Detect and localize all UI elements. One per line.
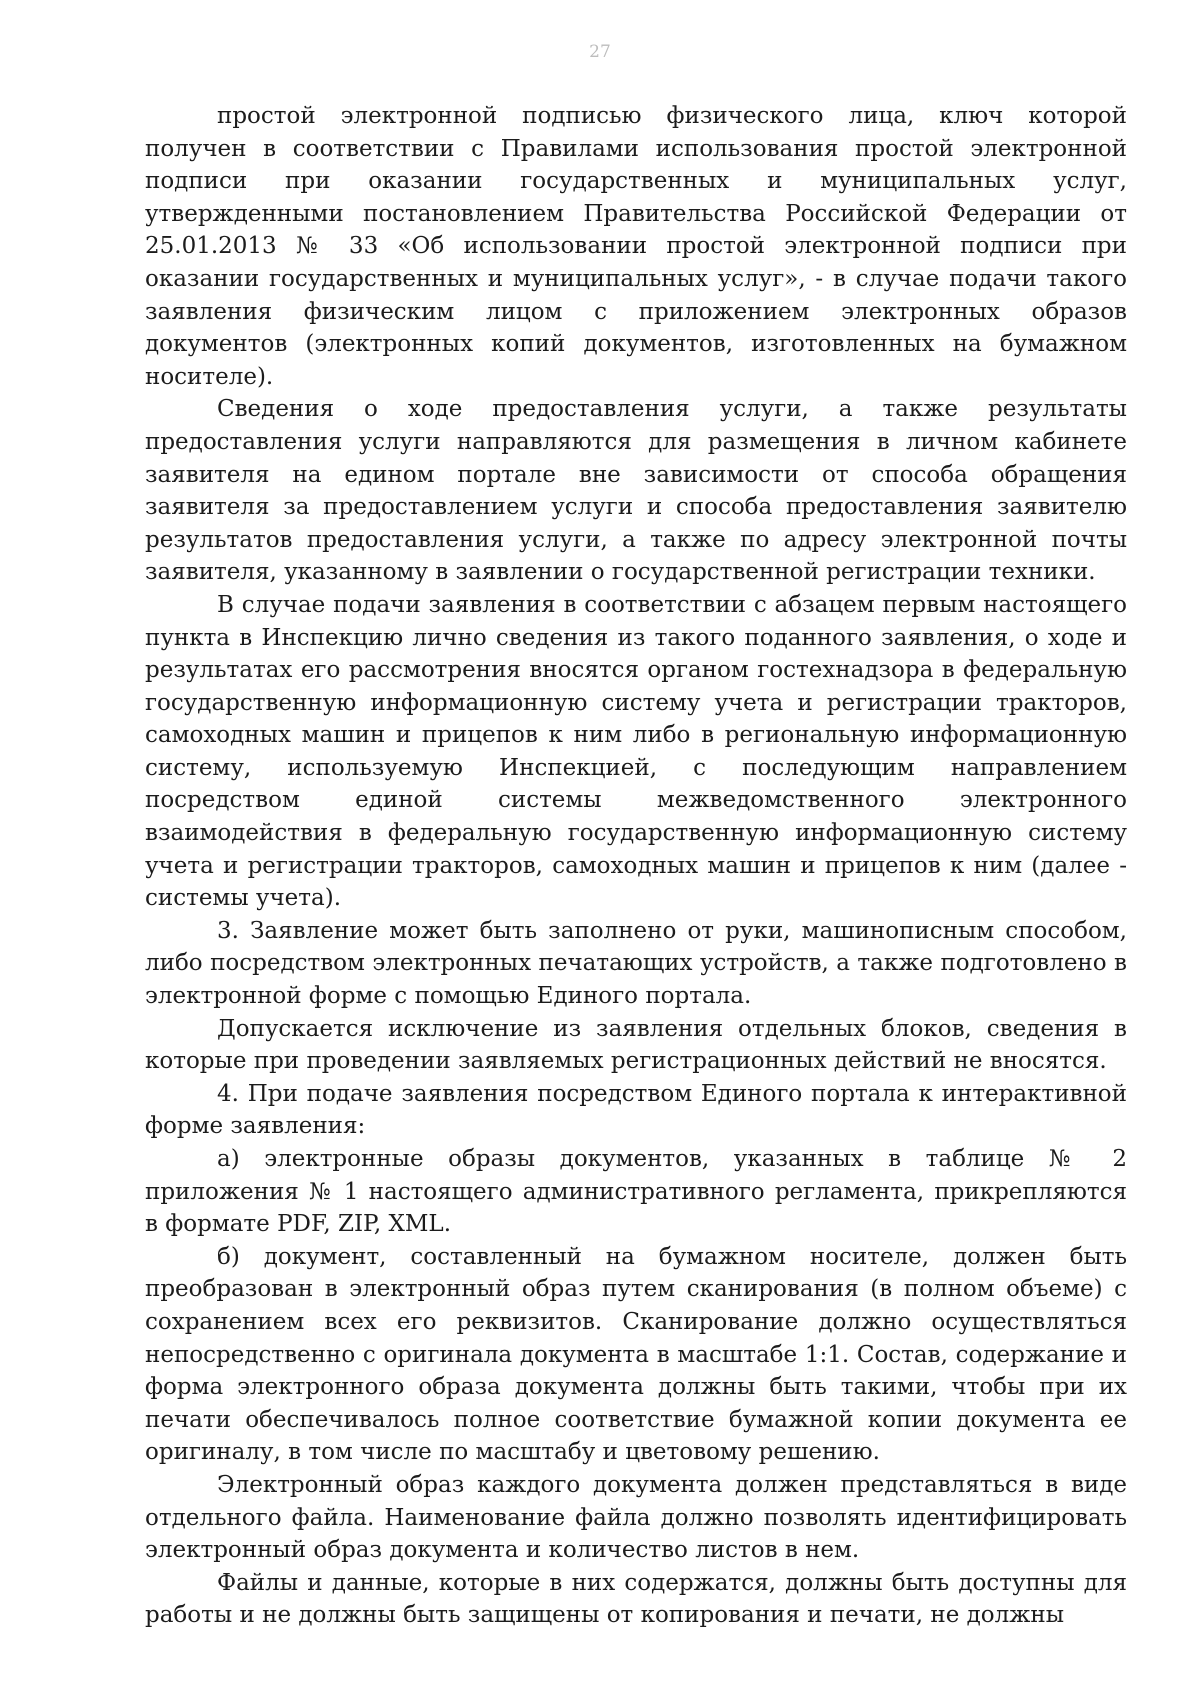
paragraph-file-access: Файлы и данные, которые в них содержатся, должны быть доступны для работы и не должны быть защищены от копирования и печати, не должны — [145, 1569, 1127, 1629]
paragraph-item-4a: а) электронные образы документов, указанных в таблице № 2 приложения № 1 настоящего административного регламента, прикрепляются в формате PDF, ZIP, XML. — [145, 1146, 1127, 1238]
paragraph-signature-continuation: простой электронной подписью физического лица, ключ которой получен в соответствии с Правилами использования простой электронной подписи при оказании государственных и муниципальных услуг, утвержденными постановлением Правительства Российской Федерации от 25.01.2013 № 33 «Об использовании простой электронной подписи при оказании государственных и муниципальных услуг», - в случае подачи такого заявления физическим лицом с приложением электронных образов документов (электронных копий документов, изготовленных на бумажном носителе). — [145, 103, 1127, 390]
paragraph-item-4b: б) документ, составленный на бумажном носителе, должен быть преобразован в электронный образ путем сканирования (в полном объеме) с сохранением всех его реквизитов. Сканирование должно осуществляться непосредственно с оригинала документа в масштабе 1:1. Состав, содержание и форма электронного образа документа должны быть такими, чтобы при их печати обеспечивалось полное соответствие бумажной копии документа ее оригиналу, в том числе по масштабу и цветовому решению. — [145, 1243, 1127, 1466]
paragraph-service-progress: Сведения о ходе предоставления услуги, а также результаты предоставления услуги направляются для размещения в личном кабинете заявителя на едином портале вне зависимости от способа обращения заявителя за предоставлением услуги и способа предоставления заявителю результатов предоставления услуги, а также по адресу электронной почты заявителя, указанному в заявлении о государственной регистрации техники. — [145, 396, 1127, 586]
body-text — [145, 100, 1127, 1632]
paragraph-item-4: 4. При подаче заявления посредством Единого портала к интерактивной форме заявления: — [145, 1080, 1127, 1140]
paragraph-excluded-blocks: Допускается исключение из заявления отдельных блоков, сведения в которые при проведении заявляемых регистрационных действий не вносятся. — [145, 1015, 1127, 1075]
paragraph-file-naming: Электронный образ каждого документа должен представляться в виде отдельного файла. Наименование файла должно позволять идентифицировать электронный образ документа и количество листов в нем. — [145, 1471, 1127, 1564]
page-number: 27 — [589, 42, 611, 62]
paragraph-inspection-submission: В случае подачи заявления в соответствии с абзацем первым настоящего пункта в Инспекцию лично сведения из такого поданного заявления, о ходе и результатах его рассмотрения вносятся органом гостехнадзора в федеральную государственную информационную систему учета и регистрации тракторов, самоходных машин и прицепов к ним либо в региональную информационную систему, используемую Инспекцией, с последующим направлением посредством единой системы межведомственного электронного взаимодействия в федеральную государственную информационную систему учета и регистрации тракторов, самоходных машин и прицепов к ним (далее - системы учета). — [145, 591, 1127, 912]
paragraph-item-3: 3. Заявление может быть заполнено от руки, машинописным способом, либо посредством электронных печатающих устройств, а также подготовлено в электронной форме с помощью Единого портала. — [145, 917, 1127, 1010]
